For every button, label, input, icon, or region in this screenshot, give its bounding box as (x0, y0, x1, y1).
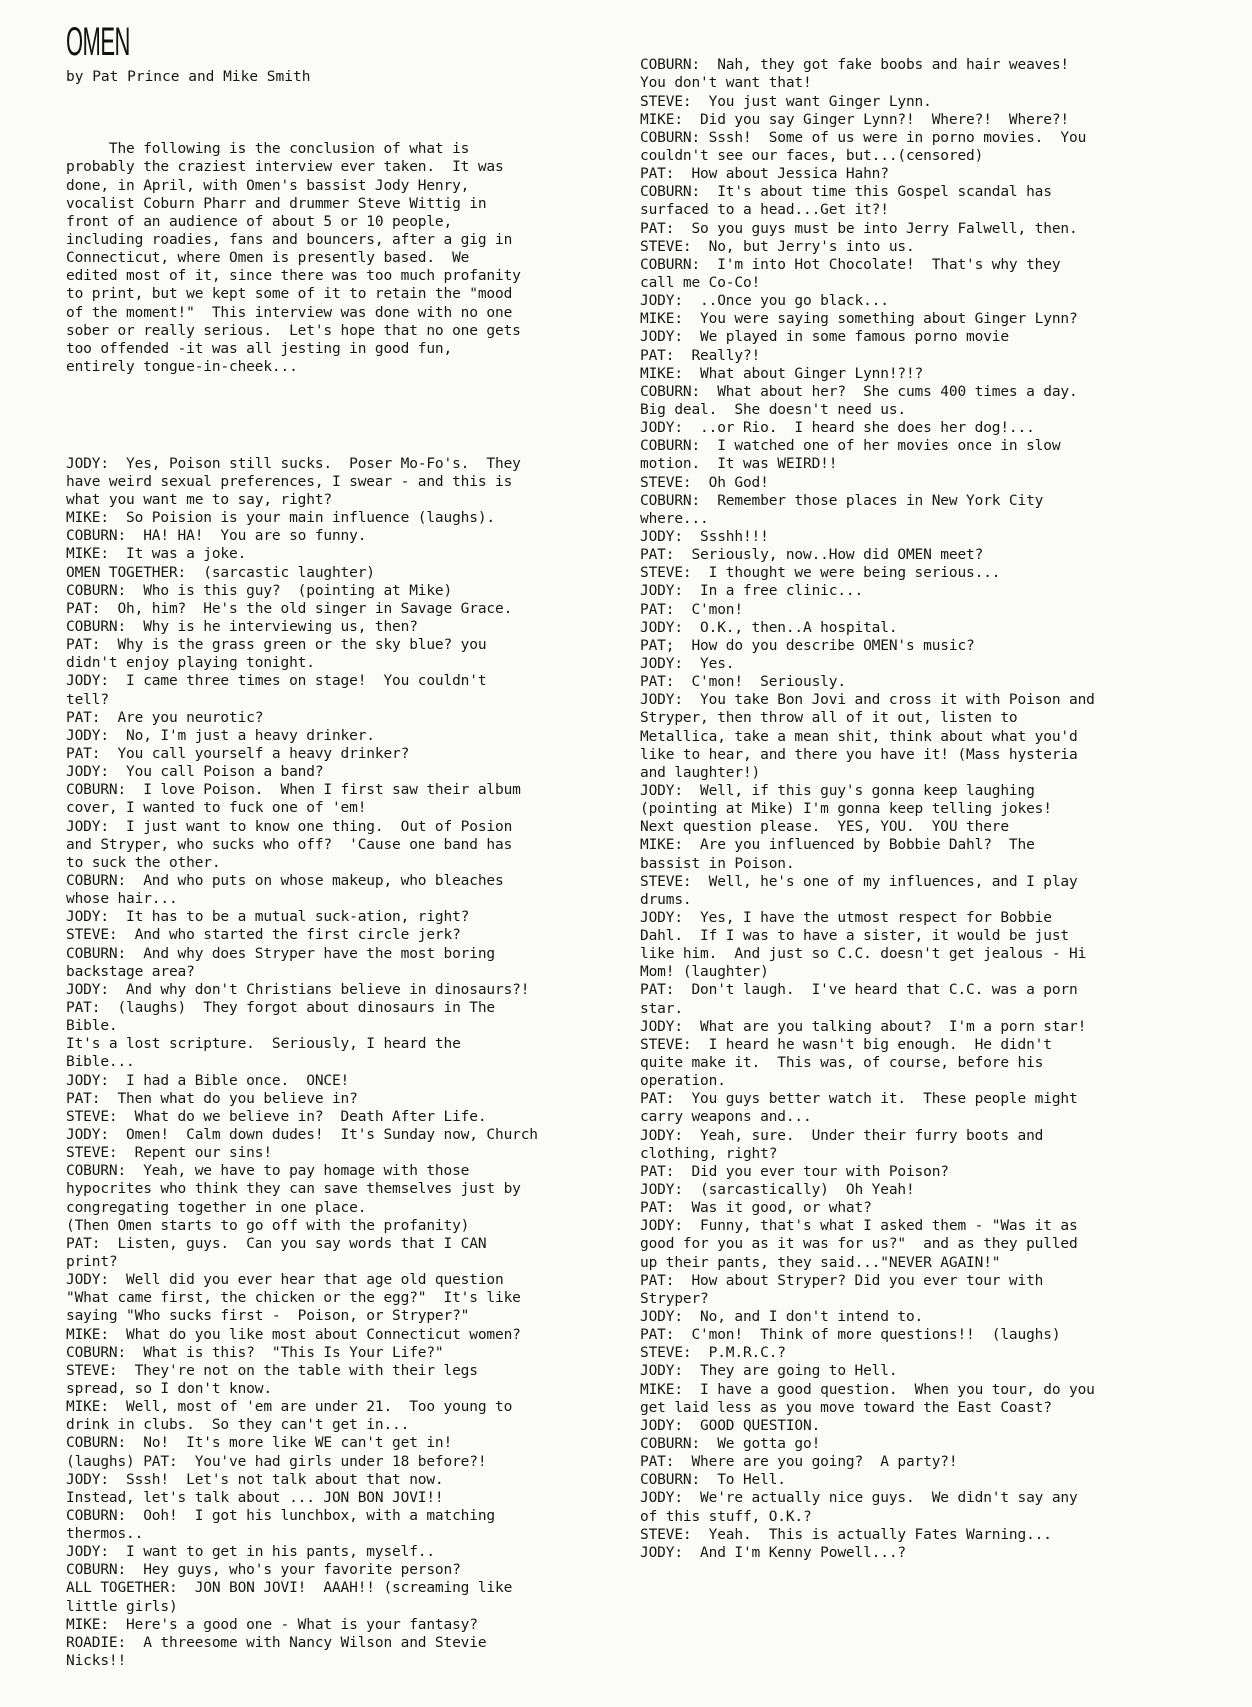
text-line: JODY: They are going to Hell. (640, 1363, 898, 1380)
text-line: COBURN: It's about time this Gospel scandal has (640, 184, 1052, 201)
text-line: and laughter!) (640, 764, 761, 781)
text-line: (laughs) PAT: You've had girls under 18 before?! (66, 1453, 487, 1470)
text-line: Big deal. She doesn't need us. (640, 401, 906, 418)
text-line: front of an audience of about 5 or 10 people, (66, 213, 453, 230)
text-line: JODY: Funny, that's what I asked them - "Was it as (640, 1218, 1078, 1235)
text-line: Mom! (laughter) (640, 964, 769, 981)
text-line: JODY: No, and I don't intend to. (640, 1309, 924, 1326)
text-line: MIKE: Did you say Ginger Lynn?! Where?! Where?! (640, 111, 1069, 128)
text-line: COBURN: Ooh! I got his lunchbox, with a matching (66, 1507, 495, 1524)
text-line: MIKE: I have a good question. When you tour, do you (640, 1381, 1095, 1398)
text-line: edited most of it, since there was too much profanity (66, 268, 521, 285)
text-line: JODY: GOOD QUESTION. (640, 1417, 821, 1434)
text-line: done, in April, with Omen's bassist Jody Henry, (66, 177, 470, 194)
text-line: MIKE: So Poision is your main influence (laughs). (66, 510, 495, 527)
text-line: JODY: I had a Bible once. ONCE! (66, 1072, 350, 1089)
text-line: JODY: You call Poison a band? (66, 764, 324, 781)
text-line: PAT: C'mon! (640, 601, 743, 618)
text-line: MIKE: Here's a good one - What is your fantasy? (66, 1616, 478, 1633)
text-line: including roadies, fans and bouncers, after a gig in (66, 232, 513, 249)
text-line: JODY: Yes, Poison still sucks. Poser Mo-Fo's. They (66, 455, 521, 472)
text-line: print? (66, 1253, 118, 1270)
left-column (66, 104, 606, 1707)
text-line: MIKE: It was a joke. (66, 546, 247, 563)
text-line: JODY: No, I'm just a heavy drinker. (66, 727, 375, 744)
text-line: PAT: Why is the grass green or the sky blue? you (66, 637, 487, 654)
text-line: clothing, right? (640, 1145, 778, 1162)
text-line: COBURN: No! It's more like WE can't get in! (66, 1435, 453, 1452)
text-line: COBURN: I love Poison. When I first saw their album (66, 782, 521, 799)
text-line: Bible. (66, 1018, 118, 1035)
text-line: PAT: How about Jessica Hahn? (640, 166, 889, 183)
text-line: thermos.. (66, 1526, 144, 1543)
text-line: Metallica, take a mean shit, think about what you'd (640, 728, 1078, 745)
text-line: MIKE: What do you like most about Connecticut women? (66, 1326, 521, 1343)
text-line: STEVE: What do we believe in? Death After Life. (66, 1108, 487, 1125)
interview-dialogue-left (66, 455, 606, 1670)
text-line: PAT: Was it good, or what? (640, 1200, 872, 1217)
text-line: MIKE: You were saying something about Ginger Lynn? (640, 311, 1078, 328)
text-line: COBURN: I'm into Hot Chocolate! That's why they (640, 256, 1061, 273)
text-line: up their pants, they said..."NEVER AGAIN!" (640, 1254, 1001, 1271)
text-line: JODY: ..or Rio. I heard she does her dog!... (640, 420, 1035, 437)
text-line: STEVE: And who started the first circle jerk? (66, 927, 461, 944)
text-line: like to hear, and there you have it! (Mass hysteria (640, 746, 1078, 763)
text-line: COBURN: What about her? She cums 400 times a day. (640, 383, 1078, 400)
text-line: PAT: Really?! (640, 347, 761, 364)
text-line: You don't want that! (640, 75, 812, 92)
text-line: COBURN: HA! HA! You are so funny. (66, 528, 367, 545)
text-line: JODY: Well did you ever hear that age old question (66, 1272, 504, 1289)
text-line: (Then Omen starts to go off with the profanity) (66, 1217, 470, 1234)
text-line: PAT: C'mon! Think of more questions!! (laughs) (640, 1327, 1061, 1344)
interview-dialogue-right (640, 56, 1210, 1562)
text-line: didn't enjoy playing tonight. (66, 655, 315, 672)
text-line: PAT: How about Stryper? Did you ever tour with (640, 1272, 1044, 1289)
text-line: JODY: We played in some famous porno movie (640, 329, 1009, 346)
text-line: JODY: You take Bon Jovi and cross it with Poison and (640, 692, 1095, 709)
text-line: STEVE: Repent our sins! (66, 1145, 272, 1162)
text-line: PAT: Oh, him? He's the old singer in Savage Grace. (66, 600, 513, 617)
text-line: like him. And just so C.C. doesn't get jealous - Hi (640, 946, 1087, 963)
text-line: COBURN: Remember those places in New York City (640, 492, 1044, 509)
text-line: entirely tongue-in-cheek... (66, 359, 298, 375)
text-line: COBURN: Yeah, we have to pay homage with those (66, 1163, 470, 1180)
text-line: JODY: Yeah, sure. Under their furry boots and (640, 1127, 1044, 1144)
text-line: JODY: Sssh! Let's not talk about that now. (66, 1471, 444, 1488)
text-line: STEVE: P.M.R.C.? (640, 1345, 786, 1362)
text-line: Dahl. If I was to have a sister, it would be just (640, 928, 1069, 945)
text-line: star. (640, 1000, 683, 1017)
text-line: call me Co-Co! (640, 275, 761, 291)
text-line: get laid less as you move toward the East Coast? (640, 1399, 1052, 1416)
text-line: JODY: And I'm Kenny Powell...? (640, 1544, 906, 1561)
text-line: PAT: Don't laugh. I've heard that C.C. was a porn (640, 982, 1078, 999)
text-line: "What came first, the chicken or the egg?" It's like (66, 1290, 521, 1307)
text-line: Nicks!! (66, 1653, 127, 1670)
text-line: STEVE: I heard he wasn't big enough. He didn't (640, 1036, 1052, 1053)
text-line: STEVE: You just want Ginger Lynn. (640, 93, 932, 110)
text-line: JODY: (sarcastically) Oh Yeah! (640, 1182, 915, 1199)
text-line: where... (640, 510, 709, 527)
text-line: sober or really serious. Let's hope that no one gets (66, 322, 521, 339)
text-line: PAT: Are you neurotic? (66, 709, 264, 726)
right-column (640, 20, 1210, 1598)
text-line: hypocrites who think they can save themselves just by (66, 1181, 521, 1198)
text-line: have weird sexual preferences, I swear - and this is (66, 473, 513, 490)
text-line: COBURN: And who puts on whose makeup, who bleaches (66, 873, 504, 889)
text-line: Stryper, then throw all of it out, listen to (640, 710, 1018, 727)
text-line: motion. It was WEIRD!! (640, 456, 838, 473)
text-line: COBURN: I watched one of her movies once in slow (640, 438, 1061, 455)
text-line: PAT: C'mon! Seriously. (640, 674, 846, 691)
text-line: PAT: So you guys must be into Jerry Falwell, then. (640, 220, 1078, 237)
text-line: OMEN TOGETHER: (sarcastic laughter) (66, 564, 375, 581)
text-line: JODY: ..Once you go black... (640, 293, 889, 310)
text-line: The following is the conclusion of what is (66, 141, 470, 158)
text-line: spread, so I don't know. (66, 1380, 272, 1397)
text-line: carry weapons and... (640, 1109, 812, 1126)
text-line: Stryper? (640, 1290, 709, 1307)
text-line: It's a lost scripture. Seriously, I heard the (66, 1036, 461, 1053)
text-line: of this stuff, O.K.? (640, 1508, 812, 1525)
intro-paragraph (66, 140, 606, 376)
text-line: PAT: Listen, guys. Can you say words that I CAN (66, 1235, 487, 1252)
text-line: couldn't see our faces, but...(censored) (640, 148, 984, 165)
text-line: STEVE: Oh God! (640, 474, 769, 491)
text-line: COBURN: We gotta go! (640, 1436, 821, 1452)
text-line: cover, I wanted to fuck one of 'em! (66, 800, 367, 817)
text-line: STEVE: No, but Jerry's into us. (640, 238, 915, 255)
text-line: JODY: I want to get in his pants, myself.. (66, 1544, 435, 1561)
text-line: MIKE: Well, most of 'em are under 21. Too young to (66, 1399, 513, 1416)
text-line: surfaced to a head...Get it?! (640, 202, 889, 219)
text-line: saying "Who sucks first - Poison, or Stryper?" (66, 1308, 470, 1325)
text-line: PAT: Seriously, now..How did OMEN meet? (640, 547, 984, 564)
text-line: PAT: You guys better watch it. These people might (640, 1091, 1078, 1108)
text-line: PAT; How do you describe OMEN's music? (640, 637, 975, 654)
text-line: MIKE: What about Ginger Lynn!?!? (640, 365, 924, 382)
text-line: JODY: O.K., then..A hospital. (640, 619, 898, 636)
text-line: what you want me to say, right? (66, 492, 332, 509)
text-line: Bible... (66, 1054, 135, 1071)
text-line: JODY: And why don't Christians believe in dinosaurs?! (66, 981, 530, 998)
text-line: PAT: (laughs) They forgot about dinosaurs in The (66, 999, 495, 1016)
text-line: COBURN: What is this? "This Is Your Life?" (66, 1344, 444, 1361)
text-line: vocalist Coburn Pharr and drummer Steve Wittig in (66, 195, 487, 212)
band-logo-title: OMEN (66, 20, 130, 64)
text-line: whose hair... (66, 891, 178, 908)
text-line: STEVE: I thought we were being serious... (640, 565, 1001, 582)
text-line: drink in clubs. So they can't get in... (66, 1417, 410, 1434)
text-line: JODY: Omen! Calm down dudes! It's Sunday now, Church (66, 1126, 538, 1143)
text-line: too offended -it was all jesting in good fun, (66, 340, 453, 357)
text-line: JODY: I came three times on stage! You couldn't (66, 673, 487, 690)
text-line: bassist in Poison. (640, 855, 795, 872)
text-line: of the moment!" This interview was done with no one (66, 304, 513, 321)
text-line: COBURN: To Hell. (640, 1472, 786, 1489)
text-line: and Stryper, who sucks who off? 'Cause one band has (66, 836, 513, 853)
text-line: JODY: It has to be a mutual suck-ation, right? (66, 909, 470, 926)
text-line: JODY: I just want to know one thing. Out of Posion (66, 818, 513, 835)
text-line: JODY: Ssshh!!! (640, 528, 769, 545)
text-line: little girls) (66, 1598, 178, 1615)
text-line: JODY: We're actually nice guys. We didn't say any (640, 1490, 1078, 1507)
text-line: COBURN: Hey guys, who's your favorite person? (66, 1562, 461, 1579)
text-line: drums. (640, 891, 692, 908)
text-line: ALL TOGETHER: JON BON JOVI! AAAH!! (screaming like (66, 1580, 513, 1597)
text-line: quite make it. This was, of course, before his (640, 1055, 1044, 1072)
text-line: JODY: Yes, I have the utmost respect for Bobbie (640, 909, 1052, 926)
text-line: COBURN: Sssh! Some of us were in porno movies. You (640, 129, 1087, 146)
text-line: congregating together in one place. (66, 1199, 367, 1216)
text-line: COBURN: Nah, they got fake boobs and hair weaves! (640, 57, 1069, 74)
text-line: COBURN: And why does Stryper have the most boring (66, 945, 495, 962)
byline: by Pat Prince and Mike Smith (66, 69, 311, 85)
text-line: JODY: Yes. (640, 655, 735, 672)
text-line: good for you as it was for us?" and as they pulled (640, 1236, 1078, 1253)
text-line: PAT: Where are you going? A party?! (640, 1454, 958, 1471)
text-line: to print, but we kept some of it to retain the "mood (66, 286, 513, 303)
text-line: operation. (640, 1073, 726, 1090)
text-line: JODY: In a free clinic... (640, 583, 864, 600)
text-line: tell? (66, 691, 109, 708)
text-line: PAT: Did you ever tour with Poison? (640, 1163, 949, 1180)
text-line: COBURN: Why is he interviewing us, then? (66, 619, 418, 636)
text-line: STEVE: They're not on the table with their legs (66, 1362, 478, 1379)
text-line: STEVE: Well, he's one of my influences, and I play (640, 873, 1078, 890)
text-line: COBURN: Who is this guy? (pointing at Mike) (66, 582, 453, 599)
text-line: STEVE: Yeah. This is actually Fates Warning... (640, 1526, 1052, 1543)
text-line: MIKE: Are you influenced by Bobbie Dahl? The (640, 837, 1035, 854)
text-line: Connecticut, where Omen is presently based. We (66, 250, 470, 267)
text-line: JODY: What are you talking about? I'm a porn star! (640, 1018, 1087, 1035)
text-line: probably the craziest interview ever taken. It was (66, 159, 504, 176)
text-line: PAT: Then what do you believe in? (66, 1090, 358, 1107)
text-line: to suck the other. (66, 854, 221, 871)
text-line: PAT: You call yourself a heavy drinker? (66, 746, 410, 763)
text-line: (pointing at Mike) I'm gonna keep telling jokes! (640, 801, 1052, 818)
text-line: backstage area? (66, 963, 195, 980)
text-line: JODY: Well, if this guy's gonna keep laughing (640, 782, 1035, 799)
text-line: Next question please. YES, YOU. YOU there (640, 819, 1009, 836)
text-line: ROADIE: A threesome with Nancy Wilson and Stevie (66, 1634, 487, 1651)
text-line: Instead, let's talk about ... JON BON JOVI!! (66, 1489, 444, 1506)
